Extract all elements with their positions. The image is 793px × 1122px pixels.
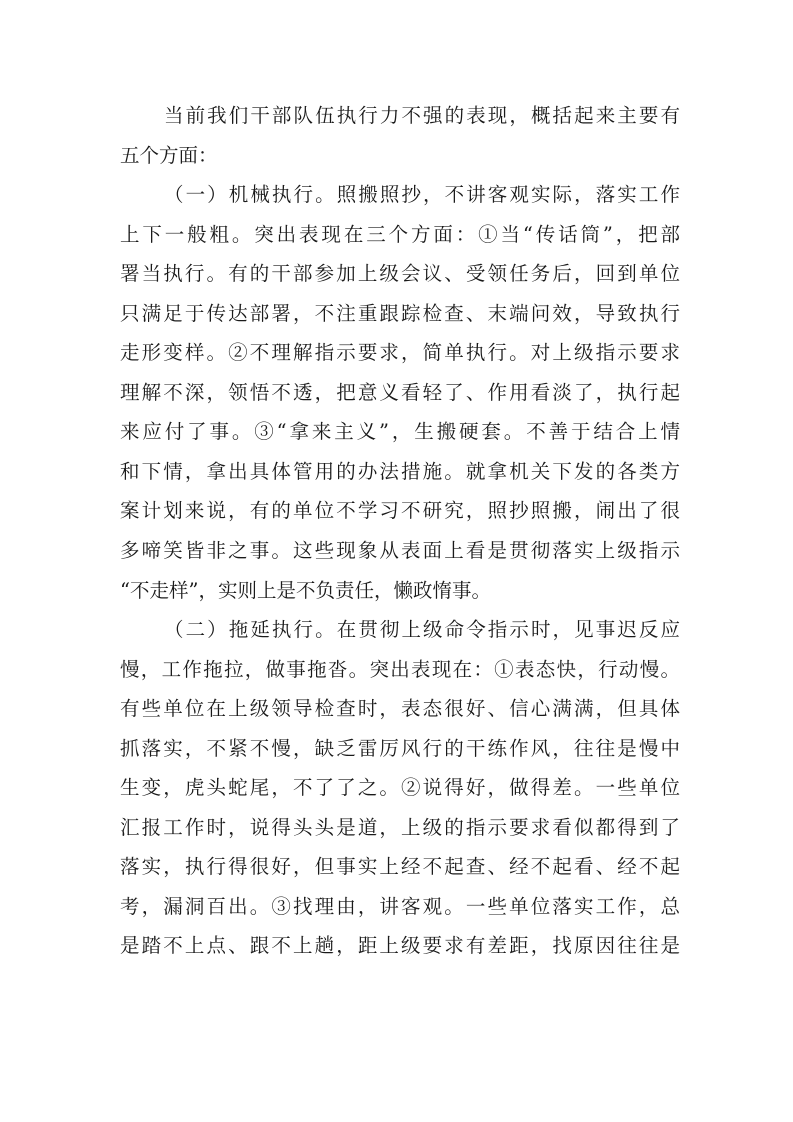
paragraph-delay-line-7: 落实，执行得很好，但事实上经不起查、经不起看、经不起 — [120, 855, 680, 879]
paragraph-delay-line-8: 考，漏洞百出。③找理由，讲客观。一些单位落实工作，总 — [120, 894, 680, 918]
paragraph-delay-line-9: 是踏不上点、跟不上趟，距上级要求有差距，找原因往往是 — [120, 934, 680, 958]
paragraph-mechanical-line-6: 理解不深，领悟不透，把意义看轻了、作用看淡了，执行起 — [120, 380, 680, 404]
paragraph-mechanical-line-5: 走形变样。②不理解指示要求，简单执行。对上级指示要求 — [120, 341, 680, 365]
paragraph-delay-line-6: 汇报工作时，说得头头是道，上级的指示要求看似都得到了 — [120, 815, 680, 839]
paragraph-mechanical-line-9: 案计划来说，有的单位不学习不研究，照抄照搬，闹出了很 — [120, 499, 680, 523]
paragraph-delay-line-2: 慢，工作拖拉，做事拖沓。突出表现在：①表态快，行动慢。 — [120, 657, 680, 681]
paragraph-mechanical-line-10: 多啼笑皆非之事。这些现象从表面上看是贯彻落实上级指示 — [120, 539, 680, 563]
document-body — [120, 96, 680, 966]
paragraph-mechanical-line-3: 署当执行。有的干部参加上级会议、受领任务后，回到单位 — [120, 262, 680, 286]
paragraph-mechanical-line-7: 来应付了事。③“拿来主义”，生搬硬套。不善于结合上情 — [120, 420, 680, 444]
paragraph-mechanical-line-8: 和下情，拿出具体管用的办法措施。就拿机关下发的各类方 — [120, 459, 680, 483]
paragraph-delay-line-4: 抓落实，不紧不慢，缺乏雷厉风行的干练作风，往往是慢中 — [120, 736, 680, 760]
paragraph-intro-line-2: 五个方面： — [120, 143, 218, 167]
paragraph-delay-line-1: （二）拖延执行。在贯彻上级命令指示时，见事迟反应 — [164, 618, 680, 642]
paragraph-intro-line-1: 当前我们干部队伍执行力不强的表现，概括起来主要有 — [164, 104, 680, 127]
paragraph-mechanical-line-2: 上下一般粗。突出表现在三个方面：①当“传话筒”，把部 — [120, 222, 680, 246]
paragraph-mechanical-line-4: 只满足于传达部署，不注重跟踪检查、末端问效，导致执行 — [120, 301, 680, 325]
paragraph-delay-line-5: 生变，虎头蛇尾，不了了之。②说得好，做得差。一些单位 — [120, 776, 680, 800]
paragraph-mechanical-line-11: “不走样”，实则上是不负责任，懒政惰事。 — [120, 578, 491, 602]
paragraph-delay-line-3: 有些单位在上级领导检查时，表态很好、信心满满，但具体 — [120, 697, 680, 721]
paragraph-mechanical-line-1: （一）机械执行。照搬照抄，不讲客观实际，落实工作 — [164, 183, 680, 207]
